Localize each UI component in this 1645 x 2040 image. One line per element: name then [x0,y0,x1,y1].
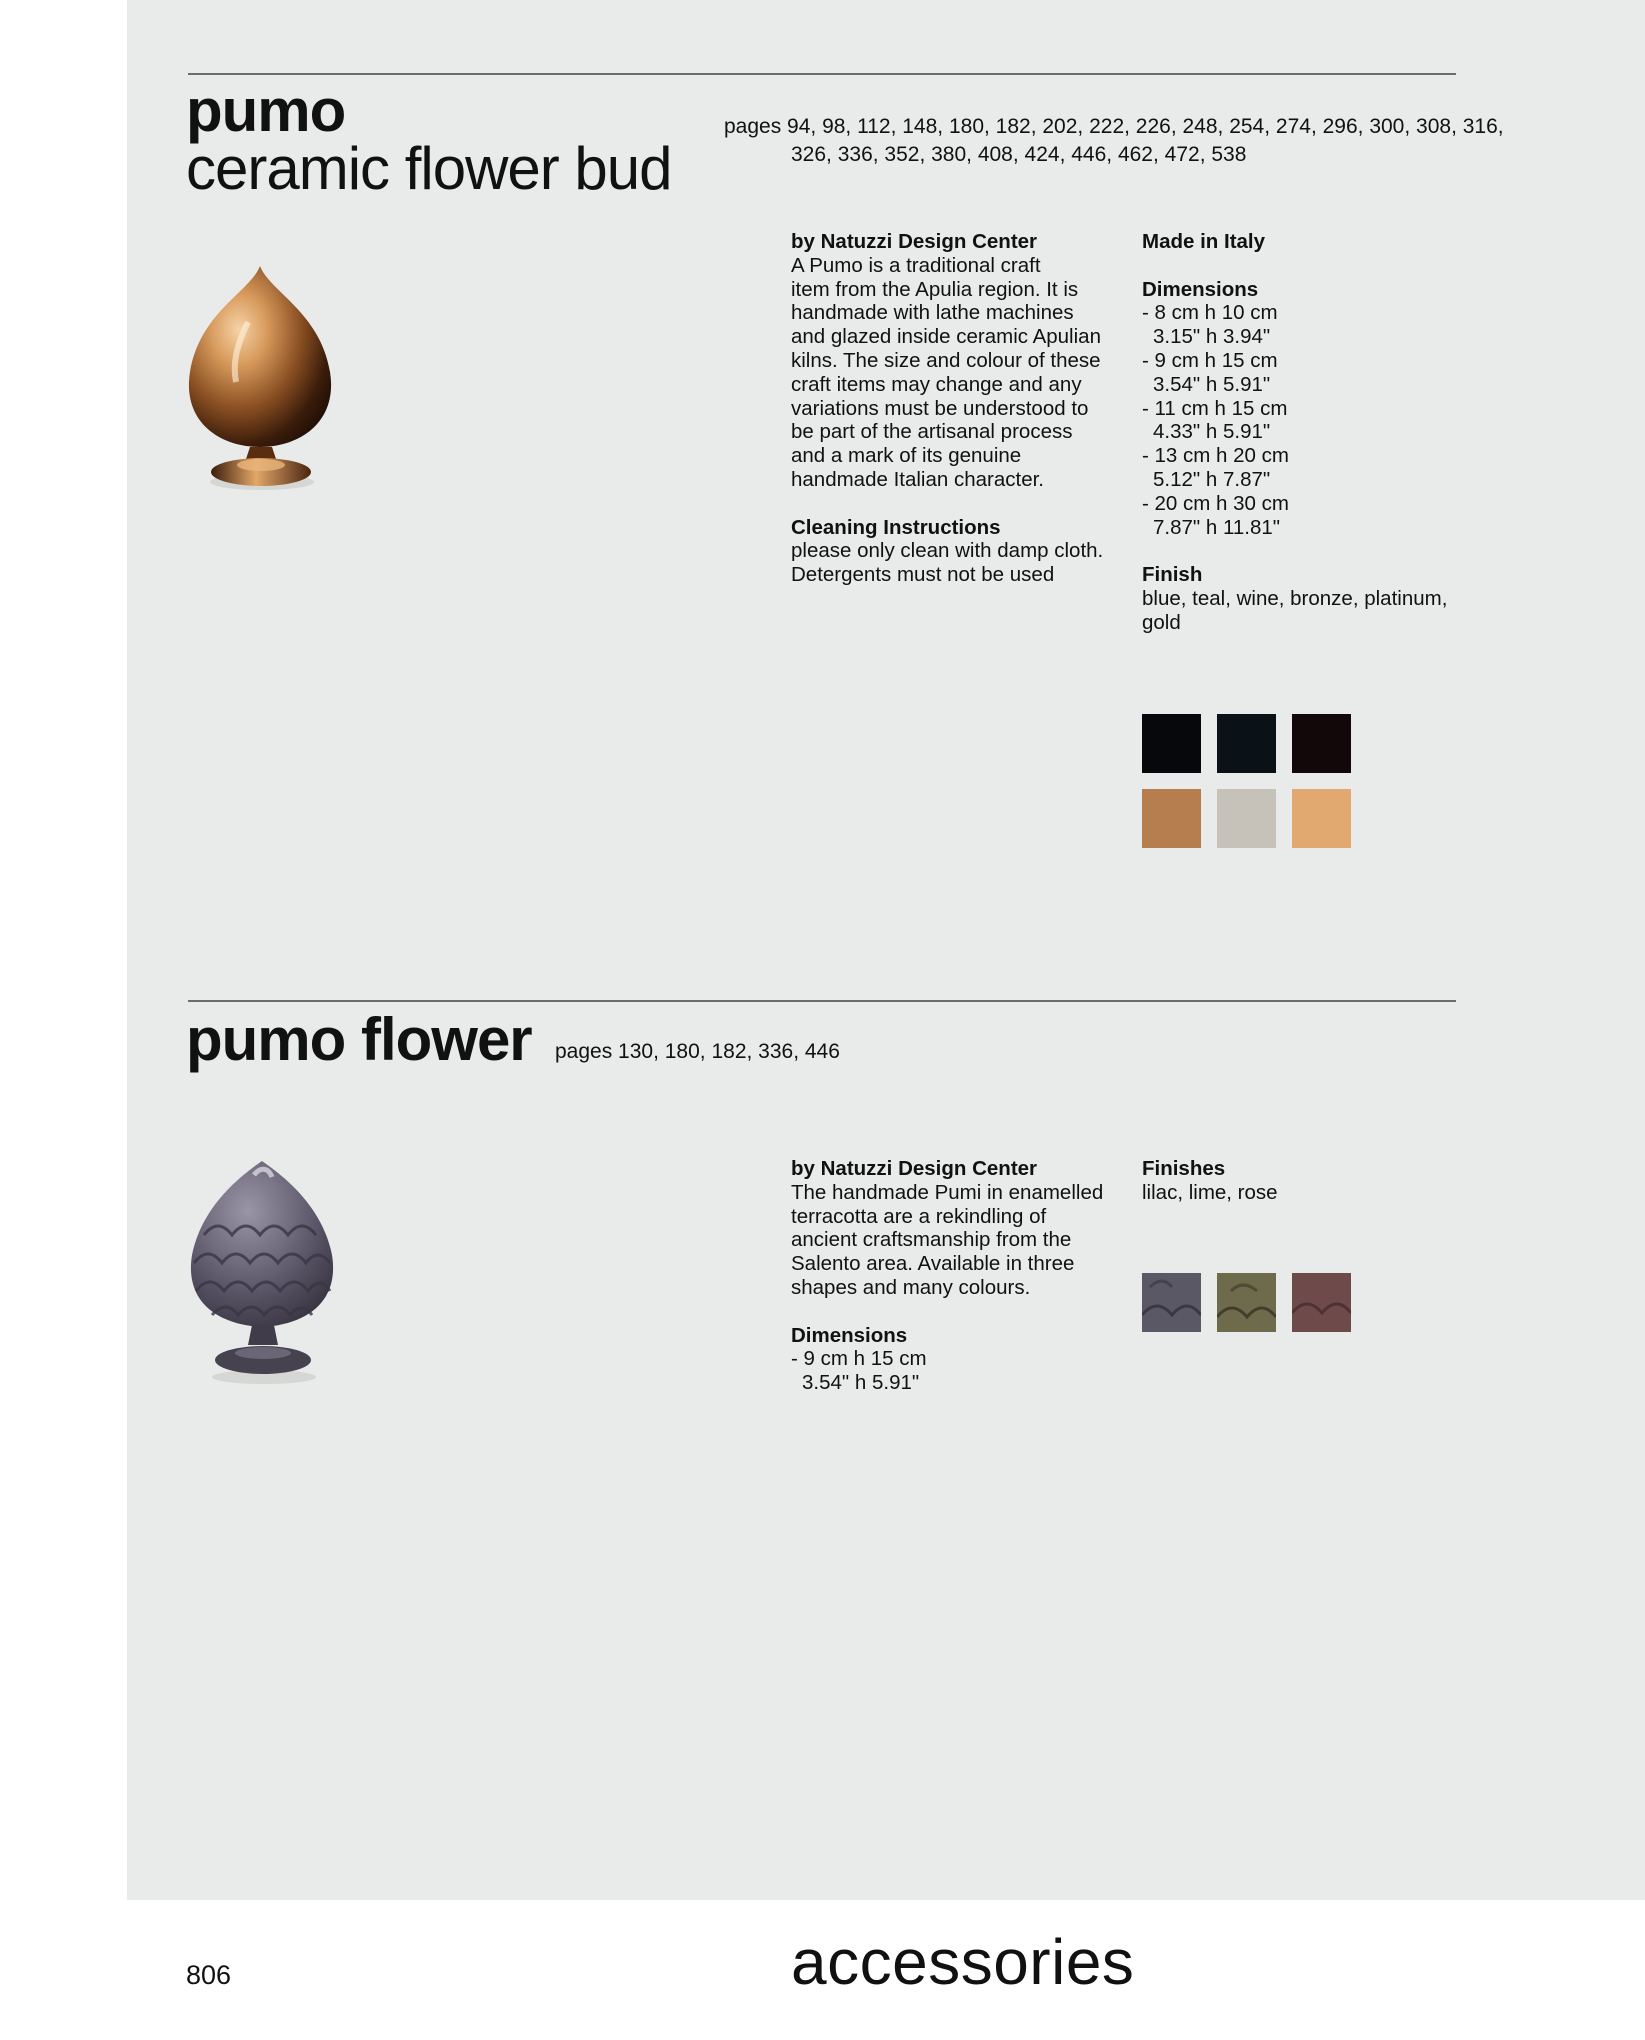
pumo-finish-heading: Finish [1142,563,1203,587]
pumo-flower-description-line: ancient craftsmanship from the [791,1228,1072,1252]
swatch-platinum [1217,789,1276,848]
pumo-dimensions-heading: Dimensions [1142,277,1259,301]
pumo-designer: by Natuzzi Design Center [791,230,1038,253]
swatch-teal [1217,714,1276,773]
pumo-cleaning-heading: Cleaning Instructions [791,515,1001,539]
pumo-pages-line-1: pages 94, 98, 112, 148, 180, 182, 202, 222, 226, 248, 254, 274, 296, 300, 308, 316, [724,115,1504,138]
pumo-finish-line: blue, teal, wine, bronze, platinum, [1142,586,1448,610]
section-divider [188,73,1456,75]
pumo-subtitle: ceramic flower bud [186,135,672,202]
pumo-dimension-item [1142,349,1472,397]
pumo-cleaning-line: please only clean with damp cloth. [791,539,1104,563]
pumo-pages-line-2: 326, 336, 352, 380, 408, 424, 446, 462, 472, 538 [791,143,1247,166]
pumo-flower-finishes: lilac, lime, rose [1142,1180,1278,1204]
pumo-description-line: kilns. The size and colour of these [791,348,1101,372]
dimension-metric: - 9 cm h 15 cm [1142,348,1278,372]
swatch-lime [1217,1273,1276,1332]
swatch-bronze [1142,789,1201,848]
pumo-flower-dimension-item [791,1347,1121,1395]
swatch-gold [1292,789,1351,848]
pumo-dimension-item [1142,301,1472,349]
pumo-description-line: handmade Italian character. [791,467,1044,491]
swatch-lilac [1142,1273,1201,1332]
pumo-flower-designer: by Natuzzi Design Center [791,1157,1038,1180]
dimension-imperial: 5.12" h 7.87" [1153,467,1271,491]
pumo-title: pumo [186,77,346,144]
dimension-metric: - 20 cm h 30 cm [1142,491,1289,515]
swatch-rose [1292,1273,1351,1332]
dimension-metric: - 13 cm h 20 cm [1142,444,1289,468]
pumo-specs-block [1142,230,1472,635]
pumo-description-line: be part of the artisanal process [791,420,1073,444]
pumo-flower-finishes-heading: Finishes [1142,1157,1226,1180]
pumo-description-line: and a mark of its genuine [791,444,1022,468]
pumo-description-line: A Pumo is a traditional craft [791,253,1041,277]
dimension-imperial: 3.54" h 5.91" [802,1371,920,1395]
dimension-imperial: 7.87" h 11.81" [1153,515,1281,539]
pumo-description-line: item from the Apulia region. It is [791,277,1079,301]
dimension-imperial: 3.15" h 3.94" [1153,325,1271,349]
pumo-flower-description-block [791,1157,1121,1395]
pumo-description-line: and glazed inside ceramic Apulian [791,325,1101,349]
dimension-metric: - 11 cm h 15 cm [1142,396,1288,420]
pumo-dimension-item [1142,397,1472,445]
pumo-flower-description-line: The handmade Pumi in enamelled [791,1180,1104,1204]
pumo-dimension-item [1142,444,1472,492]
pumo-made-in: Made in Italy [1142,230,1266,253]
pumo-flower-dimensions-heading: Dimensions [791,1323,908,1347]
dimension-imperial: 4.33" h 5.91" [1153,420,1271,444]
pumo-gold-image [180,262,340,494]
pumo-cleaning-line: Detergents must not be used [791,563,1055,587]
dimension-imperial: 3.54" h 5.91" [1153,372,1271,396]
pumo-finish-line: gold [1142,610,1181,634]
pumo-flower-description-line: shapes and many colours. [791,1275,1031,1299]
pumo-dimension-item [1142,492,1472,540]
pumo-description-block [791,230,1121,587]
pumo-description-line: craft items may change and any [791,372,1082,396]
pumo-flower-description-line: terracotta are a rekindling of [791,1204,1047,1228]
pumo-flower-pages: pages 130, 180, 182, 336, 446 [555,1040,840,1063]
pumo-description-line: handmade with lathe machines [791,301,1074,325]
page-number: 806 [186,1960,232,1990]
pumo-flower-image [182,1155,342,1387]
pumo-description-line: variations must be understood to [791,396,1089,420]
pumo-flower-description-line: Salento area. Available in three [791,1252,1075,1276]
dimension-metric: - 9 cm h 15 cm [791,1347,927,1371]
swatch-wine [1292,714,1351,773]
swatch-blue [1142,714,1201,773]
pumo-flower-finishes-block [1142,1157,1472,1205]
dimension-metric: - 8 cm h 10 cm [1142,301,1278,325]
pumo-flower-title: pumo flower [186,1006,532,1073]
section-title: accessories [791,1926,1135,1998]
